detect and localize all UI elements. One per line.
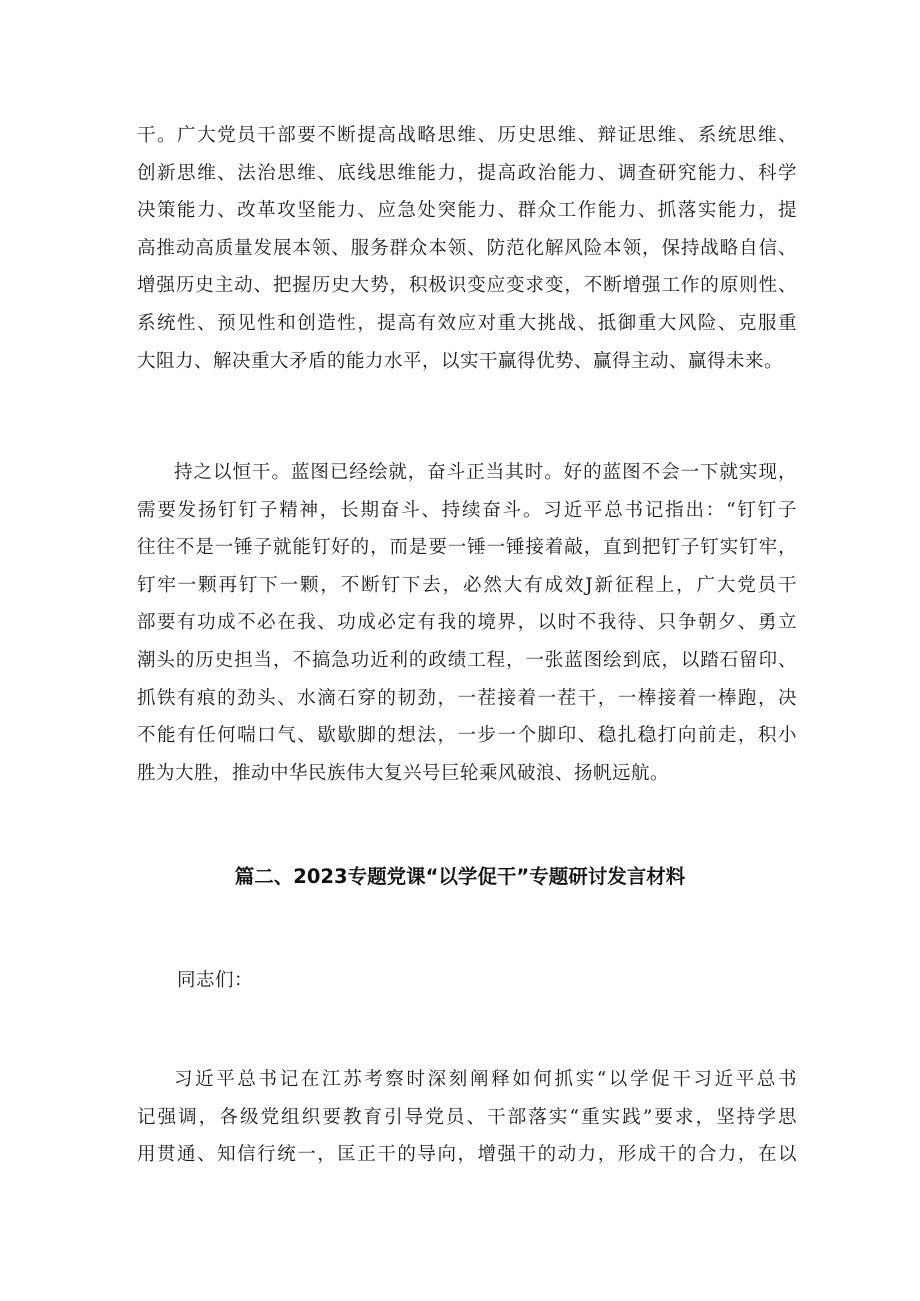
paragraph-line: 往往不是一锤子就能钉好的，而是要一锤一锤接着敲，直到把钉子钉实钉牢， [137, 537, 797, 559]
paragraph-line: 胜为大胜，推动中华民族伟大复兴号巨轮乘风破浪、扬帆远航。 [137, 762, 670, 784]
paragraph-line: 大阻力、解决重大矛盾的能力水平，以实干赢得优势、赢得主动、赢得未来。 [137, 350, 784, 372]
section-heading: 篇二、2023专题党课“以学促干”专题研讨发言材料 [234, 865, 686, 888]
paragraph-line: 钉牢一颗再钉下一颗，不断钉下去，必然大有成效J新征程上，广大党员干 [137, 574, 797, 596]
salutation: 同志们： [177, 970, 254, 991]
paragraph-line: 记强调，各级党组织要教育引导党员、干部落实“重实践”要求，坚持学思 [137, 1106, 797, 1128]
paragraph-line: 抓铁有痕的劲头、水滴石穿的韧劲，一茬接着一茬干，一棒接着一棒跑，决 [137, 687, 797, 709]
paragraph-line: 习近平总书记在江苏考察时深刻阐释如何抓实“以学促干习近平总书 [174, 1069, 797, 1090]
paragraph-line: 创新思维、法治思维、底线思维能力，提高政治能力、调查研究能力、科学 [137, 162, 797, 184]
paragraph-1 [137, 117, 797, 380]
paragraph-3 [137, 1061, 797, 1174]
paragraph-line: 增强历史主动、把握历史大势，积极识变应变求变，不断增强工作的原则性、 [137, 275, 797, 297]
paragraph-line: 不能有任何喘口气、歇歇脚的想法，一步一个脚印、稳扎稳打向前走，积小 [137, 725, 797, 747]
paragraph-2 [137, 454, 797, 792]
paragraph-line: 用贯通、知信行统一，匡正干的导向，增强干的动力，形成干的合力，在以 [137, 1144, 797, 1166]
paragraph-line: 决策能力、改革攻坚能力、应急处突能力、群众工作能力、抓落实能力，提 [137, 200, 797, 222]
paragraph-line: 持之以恒干。蓝图已经绘就，奋斗正当其时。好的蓝图不会一下就实现， [174, 462, 797, 483]
paragraph-line: 潮头的历史担当，不搞急功近利的政绩工程，一张蓝图绘到底，以踏石留印、 [137, 649, 797, 671]
paragraph-line: 需要发扬钉钉子精神，长期奋斗、持续奋斗。习近平总书记指出：“钉钉子 [137, 499, 797, 521]
paragraph-line: 部要有功成不必在我、功成必定有我的境界，以时不我待、只争朝夕、勇立 [137, 612, 797, 634]
paragraph-line: 干。广大党员干部要不断提高战略思维、历史思维、辩证思维、系统思维、 [137, 125, 797, 146]
paragraph-line: 高推动高质量发展本领、服务群众本领、防范化解风险本领，保持战略自信、 [137, 237, 797, 259]
paragraph-line: 系统性、预见性和创造性，提高有效应对重大挑战、抵御重大风险、克服重 [137, 312, 797, 334]
